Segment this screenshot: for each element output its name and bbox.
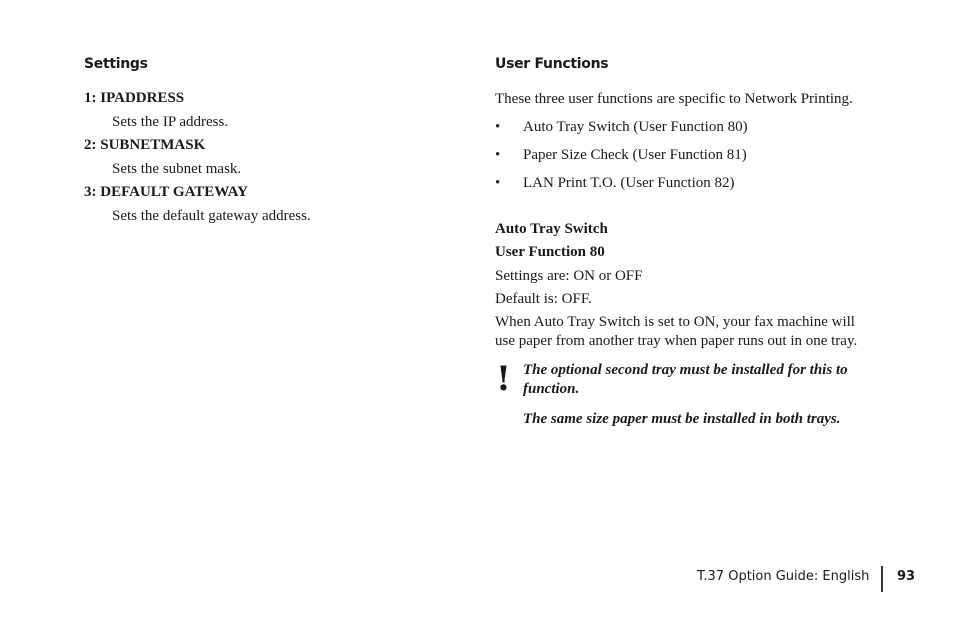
bullet-dot: • bbox=[495, 175, 501, 191]
default-value: Default is: OFF. bbox=[495, 291, 592, 307]
bullet-dot: • bbox=[495, 119, 501, 135]
setting-desc-subnetmask: Sets the subnet mask. bbox=[112, 161, 242, 177]
setting-label-default-gateway: 3: DEFAULT GATEWAY bbox=[84, 184, 248, 200]
setting-desc-default-gateway: Sets the default gateway address. bbox=[112, 208, 311, 224]
setting-label-ipaddress: 1: IPADDRESS bbox=[84, 90, 185, 106]
user-functions-heading: User Functions bbox=[495, 56, 609, 72]
page-number: 93 bbox=[897, 569, 916, 584]
footer-divider bbox=[881, 566, 883, 592]
bullet-item-lan-print: LAN Print T.O. (User Function 82) bbox=[523, 175, 735, 191]
note-1-line-1: The optional second tray must be installed for this to bbox=[523, 362, 848, 378]
settings-heading: Settings bbox=[84, 56, 148, 72]
note-2: The same size paper must be installed in both trays. bbox=[523, 411, 841, 427]
note-1-line-2: function. bbox=[523, 381, 580, 397]
exclamation-icon: ! bbox=[496, 359, 511, 399]
setting-label-subnetmask: 2: SUBNETMASK bbox=[84, 137, 206, 153]
description-line-2: use paper from another tray when paper runs out in one tray. bbox=[495, 333, 858, 349]
bullet-dot: • bbox=[495, 147, 501, 163]
setting-desc-ipaddress: Sets the IP address. bbox=[112, 114, 229, 130]
settings-values: Settings are: ON or OFF bbox=[495, 268, 643, 284]
user-function-80-title: User Function 80 bbox=[495, 244, 605, 260]
user-functions-intro: These three user functions are specific to Network Printing. bbox=[495, 91, 853, 107]
bullet-item-paper-size: Paper Size Check (User Function 81) bbox=[523, 147, 747, 163]
description-line-1: When Auto Tray Switch is set to ON, your fax machine will bbox=[495, 314, 855, 330]
auto-tray-switch-title: Auto Tray Switch bbox=[495, 221, 608, 237]
footer-guide-title: T.37 Option Guide: English bbox=[697, 569, 870, 584]
bullet-item-auto-tray: Auto Tray Switch (User Function 80) bbox=[523, 119, 748, 135]
